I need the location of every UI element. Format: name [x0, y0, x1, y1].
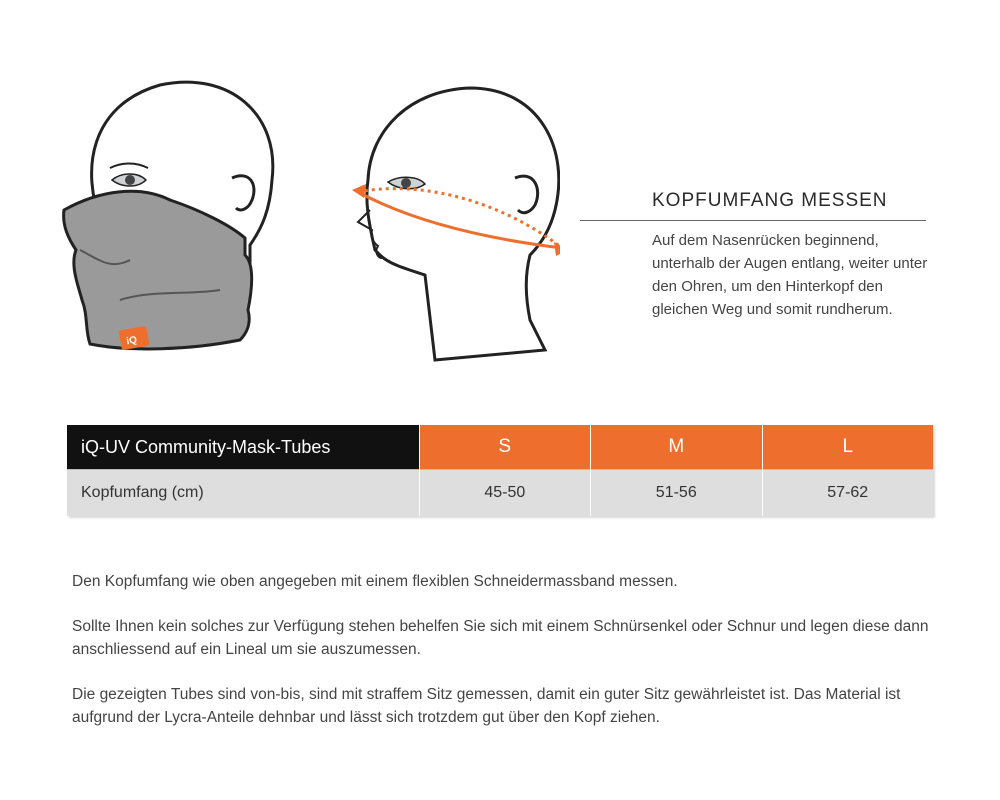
value-l: 57-62 [762, 470, 933, 517]
measure-title: KOPFUMFANG MESSEN [652, 190, 888, 211]
size-header-m: M [591, 425, 762, 470]
product-name: iQ-UV Community-Mask-Tubes [67, 425, 419, 470]
note-paragraph: Die gezeigten Tubes sind von-bis, sind mit straffem Sitz gemessen, damit ein guter Sitz gewährleistet ist. Das Material ist aufgrund der Lycra-Anteile dehnbar und lässt sich trotzdem gut über den Kopf ziehen. [72, 686, 901, 726]
measure-description: Auf dem Nasenrücken beginnend, unterhalb der Augen entlang, weiter unter den Ohren, um den Hinterkopf den gleichen Weg und somit rundherum. [652, 232, 928, 318]
svg-text:iQ: iQ [125, 334, 138, 348]
head-illustrations [40, 60, 560, 380]
size-header-s: S [419, 425, 590, 470]
table-header-row [67, 425, 933, 470]
value-s: 45-50 [419, 470, 590, 517]
note-paragraph: Sollte Ihnen kein solches zur Verfügung stehen behelfen Sie sich mit einem Schnürsenkel oder Schnur und legen diese dann anschliessend auf ein Lineal um sie auszumessen. [72, 618, 929, 658]
size-table [67, 425, 933, 516]
divider [580, 220, 926, 221]
value-m: 51-56 [591, 470, 762, 517]
size-header-l: L [762, 425, 933, 470]
notes-section [72, 570, 952, 751]
measure-instructions [580, 190, 930, 321]
head-with-tube-illustration [64, 82, 273, 350]
table-row [67, 470, 933, 517]
row-label: Kopfumfang (cm) [67, 470, 419, 517]
head-profile-illustration [352, 88, 560, 360]
note-paragraph: Den Kopfumfang wie oben angegeben mit einem flexiblen Schneidermassband messen. [72, 573, 678, 590]
